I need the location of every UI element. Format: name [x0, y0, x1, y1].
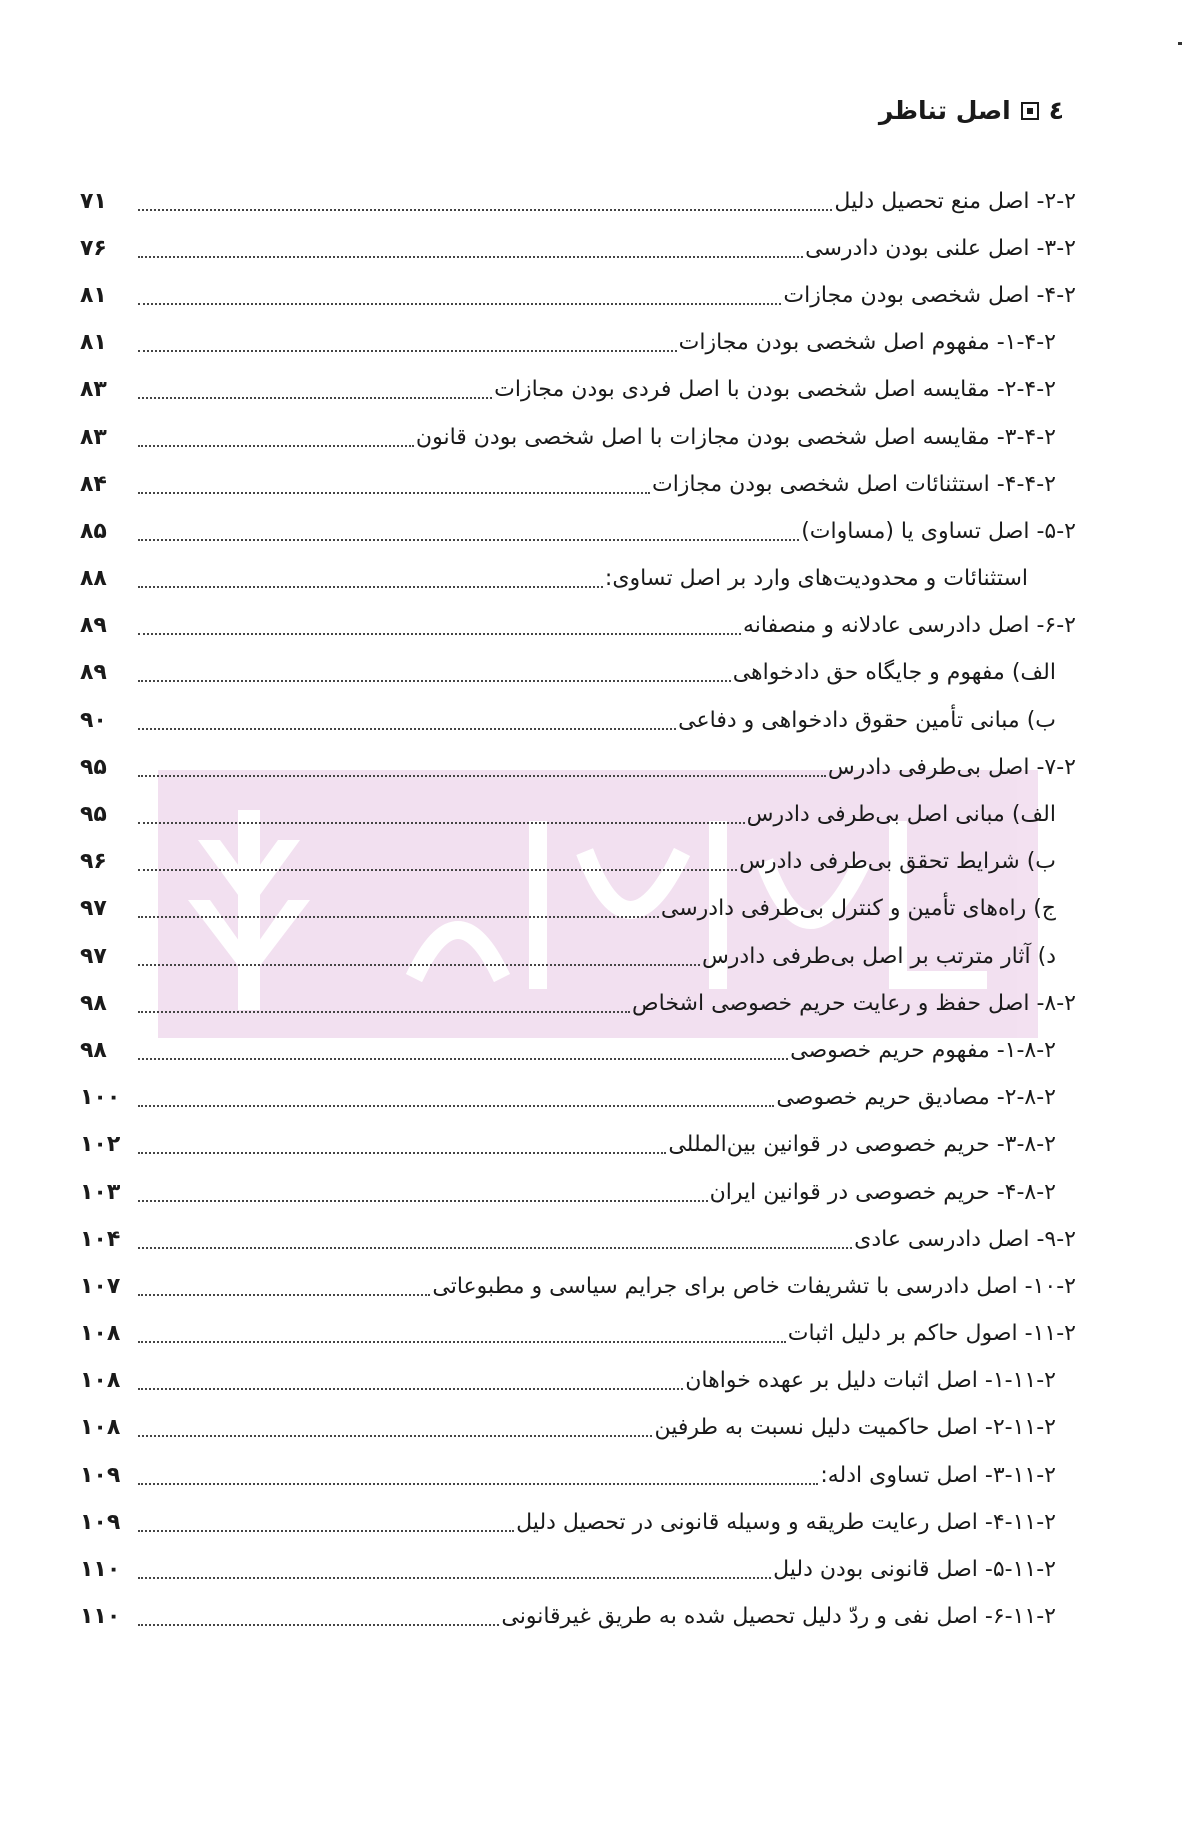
toc-entry-title: ۱-۴-۲- مفهوم اصل شخصی بودن مجازات: [678, 330, 1056, 356]
toc-page-number: ۱۰۴: [80, 1226, 121, 1252]
dot-leader: [138, 445, 414, 447]
toc-row[interactable]: [80, 839, 1076, 886]
table-of-contents: [80, 178, 1076, 1641]
toc-page-number: ۱۰۰: [80, 1085, 121, 1111]
toc-row[interactable]: [80, 744, 1076, 791]
dot-leader: [138, 539, 799, 541]
toc-page-number: ۱۰۲: [80, 1132, 121, 1158]
toc-page-number: ۸۹: [80, 660, 107, 686]
toc-page-number: ۸۱: [80, 282, 107, 308]
toc-page-number: ۱۱۰: [80, 1604, 121, 1630]
toc-row[interactable]: [80, 980, 1076, 1027]
page-number: ٤: [1048, 96, 1064, 125]
toc-entry-title: ۶-۱۱-۲- اصل نفی و ردّ دلیل تحصیل شده به طریق غیرقانونی: [501, 1604, 1056, 1630]
toc-page-number: ۸۳: [80, 424, 107, 450]
dot-leader: [138, 1624, 499, 1626]
toc-entry-title: الف) مفهوم و جایگاه حق دادخواهی: [732, 660, 1056, 686]
dot-leader: [138, 209, 832, 211]
toc-row[interactable]: [80, 886, 1076, 933]
toc-row[interactable]: [80, 697, 1076, 744]
toc-page-number: ۸۳: [80, 377, 107, 403]
dot-leader: [138, 1530, 514, 1532]
dot-leader: [138, 397, 492, 399]
dot-leader: [138, 1435, 652, 1437]
toc-row[interactable]: [80, 367, 1076, 414]
toc-page-number: ۹۵: [80, 802, 107, 828]
dot-leader: [138, 775, 826, 777]
toc-row[interactable]: [80, 461, 1076, 508]
toc-entry-title: ۱-۸-۲- مفهوم حریم خصوصی: [790, 1037, 1056, 1063]
toc-row[interactable]: [80, 1075, 1076, 1122]
toc-page-number: ۹۰: [80, 707, 107, 733]
dot-leader: [138, 1294, 430, 1296]
dot-leader: [138, 964, 700, 966]
toc-row[interactable]: [80, 791, 1076, 838]
page-header: [879, 96, 1064, 125]
toc-page-number: ۹۸: [80, 1037, 107, 1063]
dot-leader: [138, 586, 603, 588]
dot-leader: [138, 492, 650, 494]
corner-speck: [1178, 42, 1182, 45]
toc-entry-title: د) آثار مترتب بر اصل بی‌طرفی دادرس: [701, 943, 1056, 969]
toc-entry-title: ۱۰-۲- اصل دادرسی با تشریفات خاص برای جرایم سیاسی و مطبوعاتی: [432, 1273, 1076, 1299]
toc-row[interactable]: [80, 650, 1076, 697]
toc-page-number: ۸۵: [80, 518, 107, 544]
toc-entry-title: ۶-۲- اصل دادرسی عادلانه و منصفانه: [742, 613, 1076, 639]
toc-entry-title: ۸-۲- اصل حفظ و رعایت حریم خصوصی اشخاص: [632, 990, 1076, 1016]
toc-entry-title: ب) مبانی تأمین حقوق دادخواهی و دفاعی: [678, 707, 1056, 733]
toc-entry-title: ۱۱-۲- اصول حاکم بر دلیل اثبات: [787, 1321, 1076, 1347]
toc-row[interactable]: [80, 272, 1076, 319]
toc-page-number: ۹۶: [80, 849, 107, 875]
toc-entry-title: ۴-۲- اصل شخصی بودن مجازات: [783, 282, 1076, 308]
dot-leader: [138, 680, 731, 682]
toc-entry-title: ۲-۴-۲- مقایسه اصل شخصی بودن با اصل فردی بودن مجازات: [494, 377, 1056, 403]
toc-row[interactable]: [80, 1405, 1076, 1452]
toc-entry-title: ۳-۲- اصل علنی بودن دادرسی: [805, 235, 1076, 261]
toc-entry-title: ۴-۸-۲- حریم خصوصی در قوانین ایران: [709, 1179, 1056, 1205]
dot-leader: [138, 728, 676, 730]
dot-leader: [138, 1058, 788, 1060]
toc-entry-title: ۳-۱۱-۲- اصل تساوی ادله:: [820, 1462, 1056, 1488]
dot-leader: [138, 350, 677, 352]
toc-page-number: ۸۹: [80, 613, 107, 639]
dot-leader: [138, 303, 781, 305]
toc-page-number: ۱۱۰: [80, 1557, 121, 1583]
toc-row[interactable]: [80, 225, 1076, 272]
toc-entry-title: الف) مبانی اصل بی‌طرفی دادرس: [746, 802, 1056, 828]
toc-row[interactable]: [80, 556, 1076, 603]
dot-leader: [138, 1247, 852, 1249]
toc-row[interactable]: [80, 414, 1076, 461]
toc-row[interactable]: [80, 933, 1076, 980]
toc-row[interactable]: [80, 1169, 1076, 1216]
toc-entry-title: ج) راه‌های تأمین و کنترل بی‌طرفی دادرسی: [660, 896, 1056, 922]
square-bullet-icon: [1021, 102, 1039, 120]
dot-leader: [138, 1011, 630, 1013]
toc-page-number: ۱۰۸: [80, 1415, 121, 1441]
toc-row[interactable]: [80, 320, 1076, 367]
dot-leader: [138, 1105, 774, 1107]
toc-entry-title: ۹-۲- اصل دادرسی عادی: [854, 1226, 1076, 1252]
toc-row[interactable]: [80, 178, 1076, 225]
toc-page-number: ۹۸: [80, 990, 107, 1016]
toc-row[interactable]: [80, 1263, 1076, 1310]
toc-page-number: ۷۱: [80, 188, 107, 214]
dot-leader: [138, 869, 737, 871]
dot-leader: [138, 916, 659, 918]
toc-entry-title: ۵-۲- اصل تساوی یا (مساوات): [801, 518, 1076, 544]
toc-entry-title: ب) شرایط تحقق بی‌طرفی دادرس: [739, 849, 1056, 875]
dot-leader: [138, 1483, 818, 1485]
toc-entry-title: ۳-۴-۲- مقایسه اصل شخصی بودن مجازات با اصل شخصی بودن قانون: [415, 424, 1056, 450]
toc-page-number: ۷۶: [80, 235, 107, 261]
toc-entry-title: ۷-۲- اصل بی‌طرفی دادرس: [827, 754, 1076, 780]
toc-row[interactable]: [80, 1027, 1076, 1074]
toc-page-number: ۹۷: [80, 943, 107, 969]
toc-page-number: ۱۰۸: [80, 1368, 121, 1394]
dot-leader: [138, 256, 803, 258]
toc-row[interactable]: [80, 1594, 1076, 1641]
toc-page-number: ۸۴: [80, 471, 107, 497]
toc-entry-title: ۴-۱۱-۲- اصل رعایت طریقه و وسیله قانونی در تحصیل دلیل: [516, 1509, 1056, 1535]
dot-leader: [138, 822, 745, 824]
dot-leader: [138, 1577, 771, 1579]
toc-row[interactable]: [80, 1546, 1076, 1593]
toc-row[interactable]: [80, 1499, 1076, 1546]
dot-leader: [138, 1152, 666, 1154]
toc-row[interactable]: [80, 508, 1076, 555]
toc-row[interactable]: [80, 1311, 1076, 1358]
dot-leader: [138, 633, 741, 635]
toc-page-number: ۸۱: [80, 330, 107, 356]
dot-leader: [138, 1388, 683, 1390]
toc-page-number: ۹۷: [80, 896, 107, 922]
running-title: اصل تناظر: [878, 96, 1011, 125]
toc-row[interactable]: [80, 1216, 1076, 1263]
toc-page-number: ۹۵: [80, 754, 107, 780]
toc-entry-title: ۵-۱۱-۲- اصل قانونی بودن دلیل: [773, 1557, 1056, 1583]
toc-page-number: ۸۸: [80, 566, 107, 592]
toc-entry-title: استثنائات و محدودیت‌های وارد بر اصل تساوی:: [604, 566, 1028, 592]
toc-entry-title: ۲-۱۱-۲- اصل حاکمیت دلیل نسبت به طرفین: [654, 1415, 1056, 1441]
toc-page-number: ۱۰۹: [80, 1509, 121, 1535]
toc-entry-title: ۴-۴-۲- استثنائات اصل شخصی بودن مجازات: [651, 471, 1056, 497]
toc-row[interactable]: [80, 1122, 1076, 1169]
toc-row[interactable]: [80, 1452, 1076, 1499]
toc-row[interactable]: [80, 603, 1076, 650]
toc-entry-title: ۳-۸-۲- حریم خصوصی در قوانین بین‌المللی: [668, 1132, 1056, 1158]
toc-page-number: ۱۰۷: [80, 1273, 121, 1299]
toc-entry-title: ۲-۸-۲- مصادیق حریم خصوصی: [776, 1085, 1056, 1111]
toc-page-number: ۱۰۸: [80, 1321, 121, 1347]
dot-leader: [138, 1200, 708, 1202]
toc-entry-title: ۲-۲- اصل منع تحصیل دلیل: [834, 188, 1076, 214]
toc-page-number: ۱۰۹: [80, 1462, 121, 1488]
toc-entry-title: ۱-۱۱-۲- اصل اثبات دلیل بر عهده خواهان: [685, 1368, 1056, 1394]
toc-row[interactable]: [80, 1358, 1076, 1405]
toc-page-number: ۱۰۳: [80, 1179, 121, 1205]
dot-leader: [138, 1341, 786, 1343]
